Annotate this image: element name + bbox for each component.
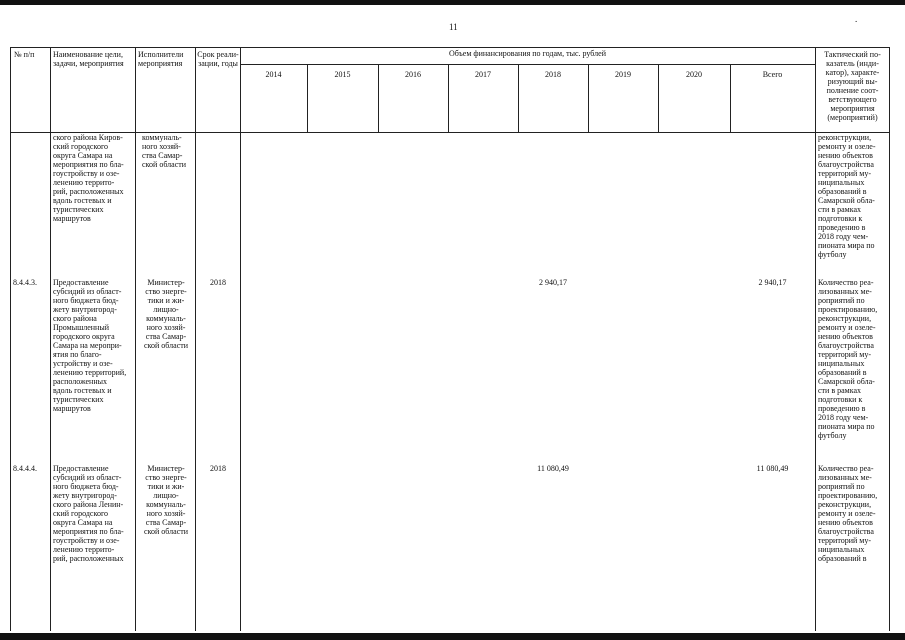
row-1-indicator: Количество реа- лизованных ме- роприятий по проектированию, реконструкции, ремонту и озеле- нению объектов благоустройства территорий му- ниципальных образований в Самарской обла- сти в рамках подготовки к проведению в 2018 году чем- пионата мира по футболу	[818, 278, 878, 440]
continuation-indicator: реконструкции, ремонту и озеле- нению объектов благоустройства территорий му- ниципальных образований в Самарской обла- сти в рамках подготовки к проведению в 2018 году чем- пионата мира по футболу	[818, 133, 876, 259]
continuation-name: ского района Киров- ский городского округа Самара на мероприятия по бла- гоустройству и озе- ленению террито- рий, расположенных вдоль гостевых и туристических маршрутов	[53, 133, 124, 223]
col-divider-num	[50, 47, 51, 631]
table-right-border	[889, 47, 890, 631]
header-year-2019: 2019	[615, 70, 631, 79]
row-1-amount-2018: 2 940,17	[539, 278, 567, 287]
row-2-term: 2018	[210, 464, 226, 473]
table-left-border	[10, 47, 11, 631]
header-indicator: Тактический по- казатель (инди- катор), характе- ризующий вы- полнение соот- ветствующего мероприятия (мероприятий)	[824, 50, 881, 122]
row-2-total: 11 080,49	[756, 464, 789, 473]
row-1-num: 8.4.4.3.	[13, 278, 37, 287]
bottom-border	[0, 633, 905, 640]
header-term: Срок реали- зации, годы	[197, 50, 239, 68]
row-2-executors: Министер- ство энерге- тики и жи- лищно- коммуналь- ного хозяй- ства Самар- ской области	[143, 464, 189, 536]
row-1-term: 2018	[210, 278, 226, 287]
col-divider-term	[240, 47, 241, 631]
header-num: № п/п	[14, 50, 35, 59]
col-divider-executors	[195, 47, 196, 631]
header-year-2018: 2018	[545, 70, 561, 79]
table-top-line	[10, 47, 890, 48]
row-2-amount-2018: 11 080,49	[537, 464, 569, 473]
header-year-2020: 2020	[686, 70, 702, 79]
continuation-executors: коммуналь- ного хозяй- ства Самар- ской области	[142, 133, 187, 169]
header-year-2014: 2014	[265, 70, 282, 79]
page-number: 11	[449, 22, 458, 32]
header-total: Всего	[762, 70, 783, 79]
col-divider-name	[135, 47, 136, 631]
row-1-total: 2 940,17	[758, 278, 787, 287]
header-year-2016: 2016	[405, 70, 421, 79]
col-divider-total	[815, 47, 816, 631]
header-year-2017: 2017	[475, 70, 491, 79]
row-1-executors: Министер- ство энерге- тики и жи- лищно- коммуналь- ного хозяй- ства Самар- ской области	[143, 278, 189, 350]
header-name: Наименование цели, задачи, мероприятия	[53, 50, 124, 68]
years-header-line	[240, 64, 815, 65]
header-year-2015: 2015	[334, 70, 351, 79]
header-executors: Исполнители мероприятия	[138, 50, 184, 68]
row-2-indicator: Количество реа- лизованных ме- роприятий по проектированию, реконструкции, ремонту и озеле- нению объектов благоустройства территорий му- ниципальных образований в	[818, 464, 878, 563]
row-1-name: Предоставление субсидий из област- ного бюджета бюд- жету внутригород- ского района Промышленный городского округа Самара на меропри- ятия по благо- устройству и озе- ленению территорий, расположенных вдоль гостевых и туристических маршрутов	[53, 278, 127, 413]
row-2-name: Предоставление субсидий из област- ного бюджета бюд- жету внутригород- ского района Ленин- ский городского округа Самара на мероприятия по бла- гоустройству и озе- ленению террито- рий, расположенных	[53, 464, 124, 563]
row-2-num: 8.4.4.4.	[13, 464, 37, 473]
corner-mark: .	[855, 14, 858, 24]
header-funding: Объем финансирования по годам, тыс. рублей	[449, 49, 606, 58]
top-border	[0, 0, 905, 5]
funding-table	[10, 47, 890, 631]
